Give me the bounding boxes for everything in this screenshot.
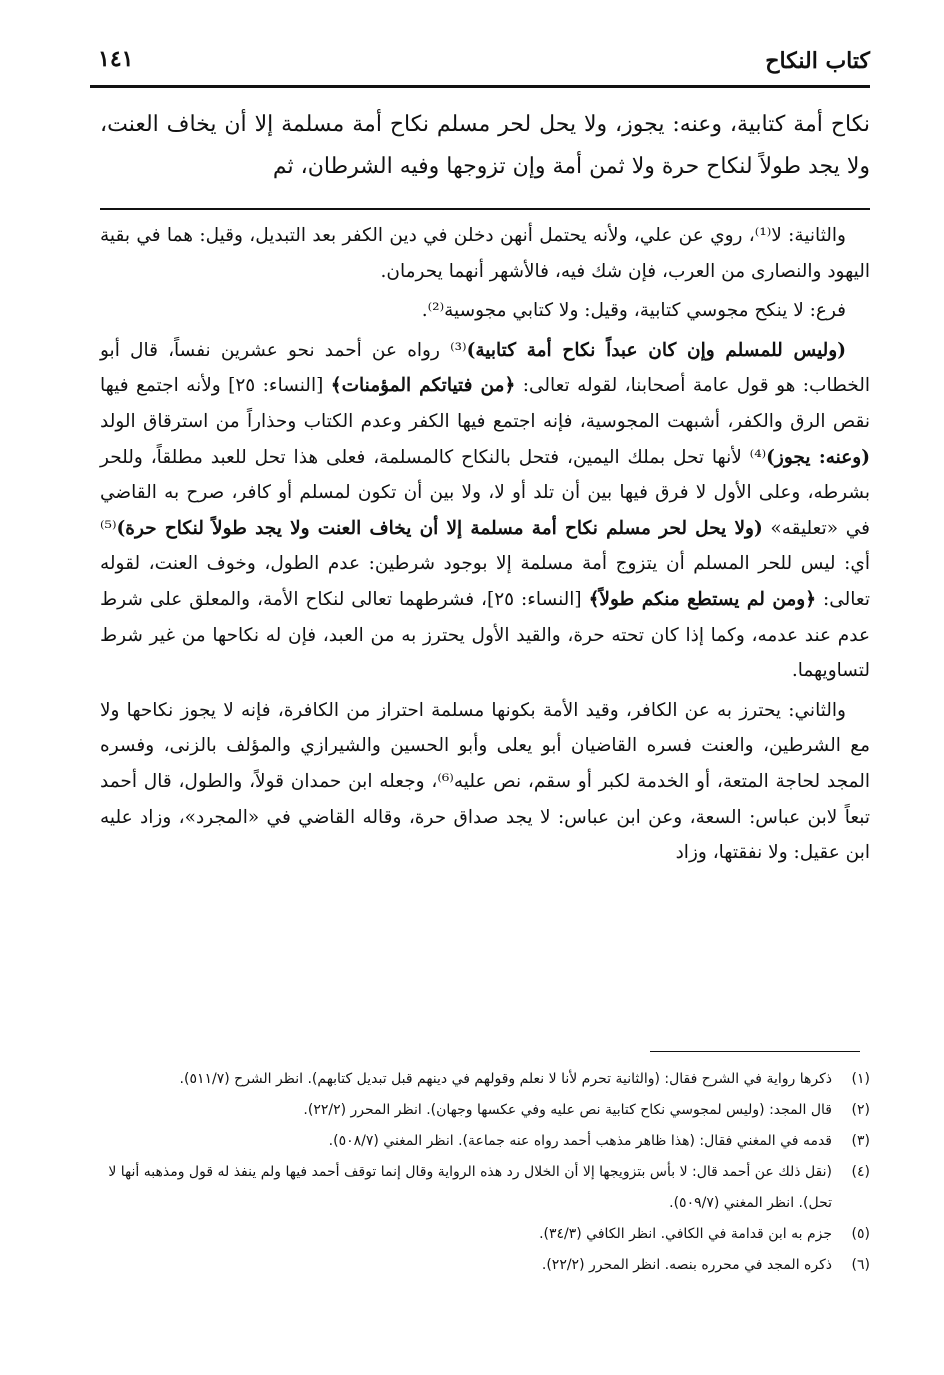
quoted-matn: (وعنه: يجوز) xyxy=(766,446,870,468)
quran-quote: ﴿من فتياتكم المؤمنات﴾ xyxy=(330,375,516,397)
footnote-text: ذكرها رواية في الشرح فقال: (والثانية تحرم لأنا لا نعلم وقولهم في دينهم قبل تبديل كتابهم). انظر الشرح (٥١١/٧). xyxy=(179,1071,832,1087)
commentary-paragraph: فرع: لا ينكح مجوسي كتابية، وقيل: ولا كتابي مجوسية⁽²⁾. xyxy=(421,300,846,322)
commentary-paragraph xyxy=(100,333,870,689)
quoted-matn: (ولا يحل لحر مسلم نكاح أمة مسلمة إلا أن يخاف العنت ولا يجد طولاً لنكاح حرة) xyxy=(116,517,763,539)
footnote xyxy=(90,1219,870,1250)
quoted-matn: (وليس للمسلم وإن كان عبداً نكاح أمة كتابية) xyxy=(466,339,846,361)
quran-quote: ﴿ومن لم يستطع منكم طولاً﴾ xyxy=(588,588,817,610)
footnote-text: ذكره المجد في محرره بنصه. انظر المحرر (٢٢/٢). xyxy=(541,1257,832,1273)
footnote-number: (٤) xyxy=(851,1164,870,1180)
footnote xyxy=(90,1095,870,1126)
page-number: ١٤١ xyxy=(98,46,134,72)
chapter-title: كتاب النكاح xyxy=(765,48,870,74)
footnote xyxy=(90,1126,870,1157)
commentary-paragraph: والثاني: يحترز به عن الكافر، وقيد الأمة بكونها مسلمة احتراز من الكافرة، فإنه لا يجوز نكاحها ولا مع الشرطين، والعنت فسره القاضيان أبو يعلى وأبو الحسين والشيرازي والمؤلف بالزنى، وفسره المجد لحاجة المتعة، أو الخدمة لكبر أو سقم، نص عليه⁽⁶⁾، وجعله ابن حمدان قولاً، والطول، قال أحمد تبعاً لابن عباس: السعة، وعن ابن عباس: لا يجد صداق حرة، وقاله القاضي في «المجرد»، وزاد عليه ابن عقيل: ولا نفقتها، وزاد xyxy=(100,699,871,864)
commentary-paragraph: والثانية: لا⁽¹⁾، روي عن علي، ولأنه يحتمل أنهن دخلن في دين الكفر بعد التبديل، وقيل: هما في بقية اليهود والنصارى من العرب، فإن شك فيه، فالأشهر أنهما يحرمان. xyxy=(100,225,870,282)
footnote xyxy=(90,1250,870,1281)
commentary-text: ⁽⁵⁾ أي: ليس للحر المسلم أن يتزوج أمة مسلمة إلا بوجود شرطين: عدم الطول، وخوف العنت، لقوله تعالى: xyxy=(100,517,870,610)
running-header xyxy=(90,44,870,88)
footnote-text: قال المجد: (وليس لمجوسي نكاح كتابية نص عليه وفي عكسها وجهان). انظر المحرر (٢٢/٢). xyxy=(303,1102,832,1118)
header-rule xyxy=(90,85,870,88)
commentary-text: ⁽⁴⁾ لأنها تحل بملك اليمين، فتحل بالنكاح كالمسلمة، فعلى هذا تحل للعبد مطلقاً، وللحر بشرطه، وعلى الأول لا فرق فيها بين أن تلد أو لا، ولا بين أن تكون لمسلم أو كافر، صرح به القاضي في «تعليقه» xyxy=(100,446,870,539)
footnote-text: (نقل ذلك عن أحمد قال: لا بأس بتزويجها إلا أن الخلال رد هذه الرواية وقال إنما توقف أحمد فيها ولم ينفذ له قول ومذهبه أنها لا تحل). انظر المغني (٥٠٩/٧). xyxy=(108,1164,832,1211)
footnote-text: جزم به ابن قدامة في الكافي. انظر الكافي (٣٤/٣). xyxy=(539,1226,832,1242)
footnote-number: (٥) xyxy=(851,1226,870,1242)
footnote-number: (٦) xyxy=(851,1257,870,1273)
footnote-text: قدمه في المغني فقال: (هذا ظاهر مذهب أحمد رواه عنه جماعة). انظر المغني (٥٠٨/٧). xyxy=(328,1133,832,1149)
footnote-number: (١) xyxy=(851,1071,870,1087)
footnote-number: (٢) xyxy=(851,1102,870,1118)
footnote-number: (٣) xyxy=(851,1133,870,1149)
matn-text: نكاح أمة كتابية، وعنه: يجوز، ولا يحل لحر مسلم نكاح أمة مسلمة إلا أن يخاف العنت، ولا يجد طولاً لنكاح حرة ولا ثمن أمة وإن تزوجها وفيه الشرطان، ثم xyxy=(100,112,870,179)
commentary xyxy=(100,218,870,875)
matn-separator xyxy=(100,208,870,210)
commentary-text: [النساء: ٢٥] ولأنه اجتمع فيها نقص الرق والكفر، أشبهت المجوسية، فإنه اجتمع فيها الكفر وعدم الكتاب وحذاراً من استرقاق الولد xyxy=(100,375,870,432)
commentary-text: [النساء: ٢٥]، فشرطهما تعالى لنكاح الأمة، والمعلق على شرط عدم عند عدمه، وكما إذا كان تحته حرة، والقيد الأول يحترز به من العبد، فإن له نكاحها من غير شرط لتساويهما. xyxy=(100,588,870,682)
footnote-separator xyxy=(650,1051,860,1052)
footnotes xyxy=(90,1064,870,1281)
footnote xyxy=(90,1157,870,1219)
commentary-text: ⁽³⁾ رواه عن أحمد نحو عشرين نفساً، قال أبو الخطاب: هو قول عامة أصحابنا، لقوله تعالى: xyxy=(100,339,870,397)
footnote xyxy=(90,1064,870,1095)
